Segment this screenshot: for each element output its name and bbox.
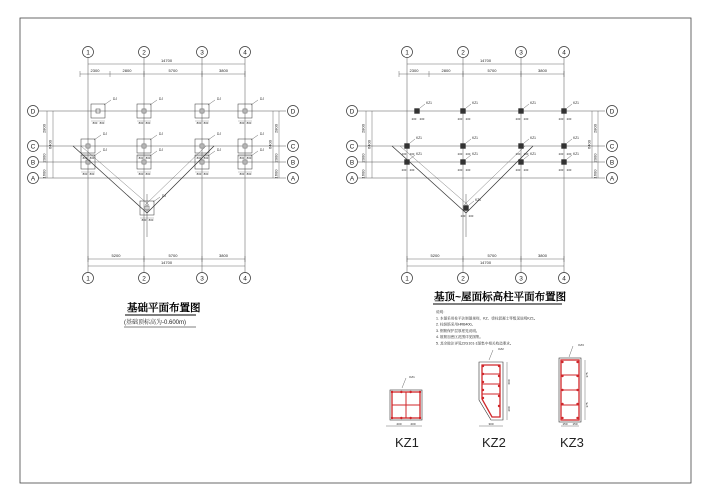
side-dimension: 2000 [592,153,598,163]
rebar-dot [400,417,402,419]
axis-A-left-label: A [349,175,355,183]
footing-dimension: 800 [145,156,151,160]
footing-dimension: 800 [239,172,245,176]
axis-D-right-label: D [290,108,296,116]
kz3-label: KZ3 [560,435,584,450]
footing-dimension: 800 [138,121,144,125]
kz2-label: KZ2 [482,435,506,450]
axis-A-right-label: A [290,175,296,183]
footing-dimension: 800 [82,172,88,176]
footing-dimension: 800 [203,156,209,160]
column-section-mark [562,160,567,165]
column-dimension: 200 [515,117,521,121]
note-line: 1. 本图采用柱平法制图规则，KZ、梁柱混凝土等级见说明KZ1。 [436,316,538,321]
note-line: 2. 柱纵筋采用HRB400。 [436,322,476,327]
column-section-mark [519,109,524,114]
span-dimension-bottom: 5700 [487,253,497,258]
kz1-dimension: 200 [410,422,416,426]
footing-dimension: 800 [239,156,245,160]
rebar-dot [482,373,484,375]
column-section-mark [461,160,466,165]
column-tag: KZ1 [530,136,536,140]
footing-tag: DJ [103,148,107,152]
side-dimension-overall: 6400 [586,140,592,149]
span-dimension-bottom: 3800 [538,253,547,258]
axis-4-top-label: 4 [243,49,247,57]
footing-dimension: 800 [138,156,144,160]
footing-dimension: 800 [89,172,95,176]
kz3-dimension: 150 [572,422,578,426]
axis-3-top-label: 3 [200,49,204,57]
rebar-dot [561,375,563,377]
axis-1-top-label: 1 [86,49,90,57]
side-dimension: 2800 [360,124,366,133]
side-dimension-overall: 6400 [366,140,372,149]
kz1-callout: KZ1 [409,375,415,379]
overall-dimension-top: 14700 [160,58,173,63]
foundation-plan-subtitle: (基础顶标高为-0.600m) [124,320,187,326]
footing-tag: DJ [159,148,163,152]
axis-A-right-label: A [609,175,615,183]
column-tag: KZ1 [416,152,422,156]
rebar-dot [482,397,484,399]
footing-dimension: 800 [138,172,144,176]
column-dimension: 200 [457,117,463,121]
span-dimension-top: 5700 [168,68,178,73]
column-dimension: 200 [515,152,521,156]
kz3-dimension: 375 [585,402,589,408]
rebar-dot [576,375,578,377]
footing-dimension: 800 [246,121,252,125]
rebar-dot [409,391,411,393]
rebar-dot [498,365,500,367]
footing-dimension: 800 [239,121,245,125]
rebar-dot [482,389,484,391]
axis-B-right-label: B [290,159,296,167]
footing-dimension: 800 [148,218,154,222]
axis-1-bottom-label: 1 [405,275,409,283]
column-dimension: 200 [411,117,417,121]
column-dimension: 200 [558,117,564,121]
column-dimension: 200 [468,214,474,218]
kz1-label: KZ1 [395,435,419,450]
side-dimension: 1600 [360,169,366,179]
column-dimension: 200 [566,168,572,172]
side-dimension-overall: 6400 [47,140,53,149]
column-dimension: 200 [409,168,415,172]
axis-3-bottom-label: 3 [200,275,204,283]
column-dimension: 200 [566,117,572,121]
axis-D-right-label: D [609,108,615,116]
side-dimension: 1600 [592,169,598,179]
kz2-dimension: 200 [507,406,511,412]
span-dimension-bottom: 5700 [168,253,178,258]
column-tag: KZ1 [530,101,536,105]
rebar-dot [391,417,393,419]
column-section-mark [519,144,524,149]
column-dimension: 200 [465,152,471,156]
column-tag: KZ1 [573,101,579,105]
footing-dimension: 800 [196,121,202,125]
column-section-mark [519,160,524,165]
span-dimension-top: 2800 [441,68,451,73]
footing-tag: DJ [260,148,264,152]
axis-C-right-label: C [290,143,296,151]
axis-B-left-label: B [349,159,355,167]
column-section-mark [562,109,567,114]
footing-dimension: 800 [89,156,95,160]
footing-tag: DJ [260,97,264,101]
column-plan-title: 基顶~屋面标高柱平面布置图 [434,291,567,303]
axis-D-left-label: D [30,108,36,116]
rebar-dot [561,417,563,419]
rebar-dot [576,389,578,391]
kz2-callout: KZ2 [498,347,504,351]
footing-dimension: 800 [145,121,151,125]
span-dimension-top: 3800 [219,68,228,73]
rebar-dot [400,391,402,393]
column-dimension: 200 [465,168,471,172]
side-dimension-overall: 6400 [267,140,273,149]
footing-tag: DJ [159,97,163,101]
side-dimension: 2800 [592,124,598,133]
axis-B-left-label: B [30,159,36,167]
overall-dimension-bottom: 14700 [160,260,173,265]
column-dimension: 200 [401,168,407,172]
rebar-dot [498,405,500,407]
footing-dimension: 800 [141,218,147,222]
side-dimension: 2800 [273,124,279,133]
side-dimension: 2000 [41,153,47,163]
note-line: 说明： [436,310,447,314]
footing-tag: DJ [217,132,221,136]
column-tag: KZ1 [472,101,478,105]
column-dimension: 200 [558,168,564,172]
column-dimension: 200 [457,152,463,156]
axis-C-left-label: C [30,143,36,151]
footing-tag: DJ [113,97,117,101]
column-section-mark [464,206,469,211]
footing-dimension: 800 [92,121,98,125]
column-dimension: 200 [523,117,529,121]
column-tag: KZ1 [472,152,478,156]
overall-dimension-bottom: 14700 [479,260,492,265]
rebar-dot [561,361,563,363]
axis-3-bottom-label: 3 [519,275,523,283]
rebar-dot [419,417,421,419]
rebar-dot [498,385,500,387]
side-dimension: 1600 [273,169,279,179]
column-dimension: 200 [558,152,564,156]
axis-2-top-label: 2 [142,49,146,57]
kz3-callout: KZ3 [578,343,584,347]
column-tag: KZ1 [530,152,536,156]
column-dimension: 200 [457,168,463,172]
axis-4-top-label: 4 [562,49,566,57]
footing-dimension: 800 [203,121,209,125]
column-section-mark [405,144,410,149]
column-dimension: 200 [465,117,471,121]
kz1-dimension: 200 [396,422,402,426]
column-section-mark [405,160,410,165]
rebar-dot [482,381,484,383]
side-dimension: 1600 [41,169,47,179]
span-dimension-bottom: 5200 [430,253,440,258]
axis-2-top-label: 2 [461,49,465,57]
rebar-dot [498,395,500,397]
column-dimension: 200 [419,117,425,121]
column-dimension: 200 [460,214,466,218]
kz3-dimension: 150 [562,422,568,426]
footing-dimension: 800 [246,156,252,160]
column-tag: KZ1 [573,136,579,140]
kz2-dimension: 300 [488,422,494,426]
note-line: 4. 箍筋加密区范围详见图集。 [436,335,484,340]
column-dimension: 200 [523,152,529,156]
column-dimension: 200 [566,152,572,156]
note-line: 3. 钢筋保护层厚度见说明。 [436,328,480,333]
rebar-dot [576,417,578,419]
axis-4-bottom-label: 4 [562,275,566,283]
side-dimension: 2800 [41,124,47,133]
span-dimension-bottom: 3800 [219,253,228,258]
footing-dimension: 800 [196,156,202,160]
column-dimension: 200 [523,168,529,172]
column-dimension: 200 [401,152,407,156]
rebar-dot [498,375,500,377]
axis-A-left-label: A [30,175,36,183]
span-dimension-top: 2800 [122,68,132,73]
note-line: 5. 其余做法详见22G101-1图集中相关构造要求。 [436,341,514,346]
axis-4-bottom-label: 4 [243,275,247,283]
kz2-dimension: 600 [507,379,511,385]
column-section-mark [562,144,567,149]
kz3-dimension: 375 [585,372,589,378]
column-tag: KZ1 [472,136,478,140]
column-dimension: 200 [515,168,521,172]
span-dimension-top: 3800 [538,68,547,73]
footing-dimension: 800 [246,172,252,176]
axis-1-bottom-label: 1 [86,275,90,283]
axis-2-bottom-label: 2 [142,275,146,283]
span-dimension-bottom: 5200 [111,253,121,258]
rebar-dot [391,391,393,393]
column-tag: KZ1 [416,136,422,140]
footing-tag: DJ [217,148,221,152]
footing-dimension: 800 [145,172,151,176]
footing-tag: DJ [162,194,166,198]
axis-3-top-label: 3 [519,49,523,57]
side-dimension: 2000 [360,153,366,163]
overall-dimension-top: 14700 [479,58,492,63]
axis-1-top-label: 1 [405,49,409,57]
axis-D-left-label: D [349,108,355,116]
rebar-dot [409,417,411,419]
rebar-dot [561,389,563,391]
axis-2-bottom-label: 2 [461,275,465,283]
column-dimension: 200 [409,152,415,156]
footing-dimension: 800 [196,172,202,176]
column-tag: KZ1 [426,101,432,105]
rebar-dot [561,403,563,405]
column-section-mark [415,109,420,114]
span-dimension-top: 2300 [409,68,419,73]
rebar-dot [576,361,578,363]
column-section-mark [461,109,466,114]
footing-dimension: 800 [82,156,88,160]
rebar-dot [482,365,484,367]
column-tag: KZ1 [573,152,579,156]
footing-dimension: 800 [99,121,105,125]
footing-tag: DJ [103,132,107,136]
footing-tag: DJ [217,97,221,101]
footing-tag: DJ [159,132,163,136]
axis-B-right-label: B [609,159,615,167]
footing-dimension: 800 [203,172,209,176]
rebar-dot [419,391,421,393]
rebar-dot [576,403,578,405]
axis-C-left-label: C [349,143,355,151]
span-dimension-top: 2300 [90,68,100,73]
column-section-mark [461,144,466,149]
side-dimension: 2000 [273,153,279,163]
column-tag: KZ1 [475,198,481,202]
span-dimension-top: 5700 [487,68,497,73]
footing-tag: DJ [260,132,264,136]
foundation-plan-title: 基础平面布置图 [127,302,201,314]
axis-C-right-label: C [609,143,615,151]
